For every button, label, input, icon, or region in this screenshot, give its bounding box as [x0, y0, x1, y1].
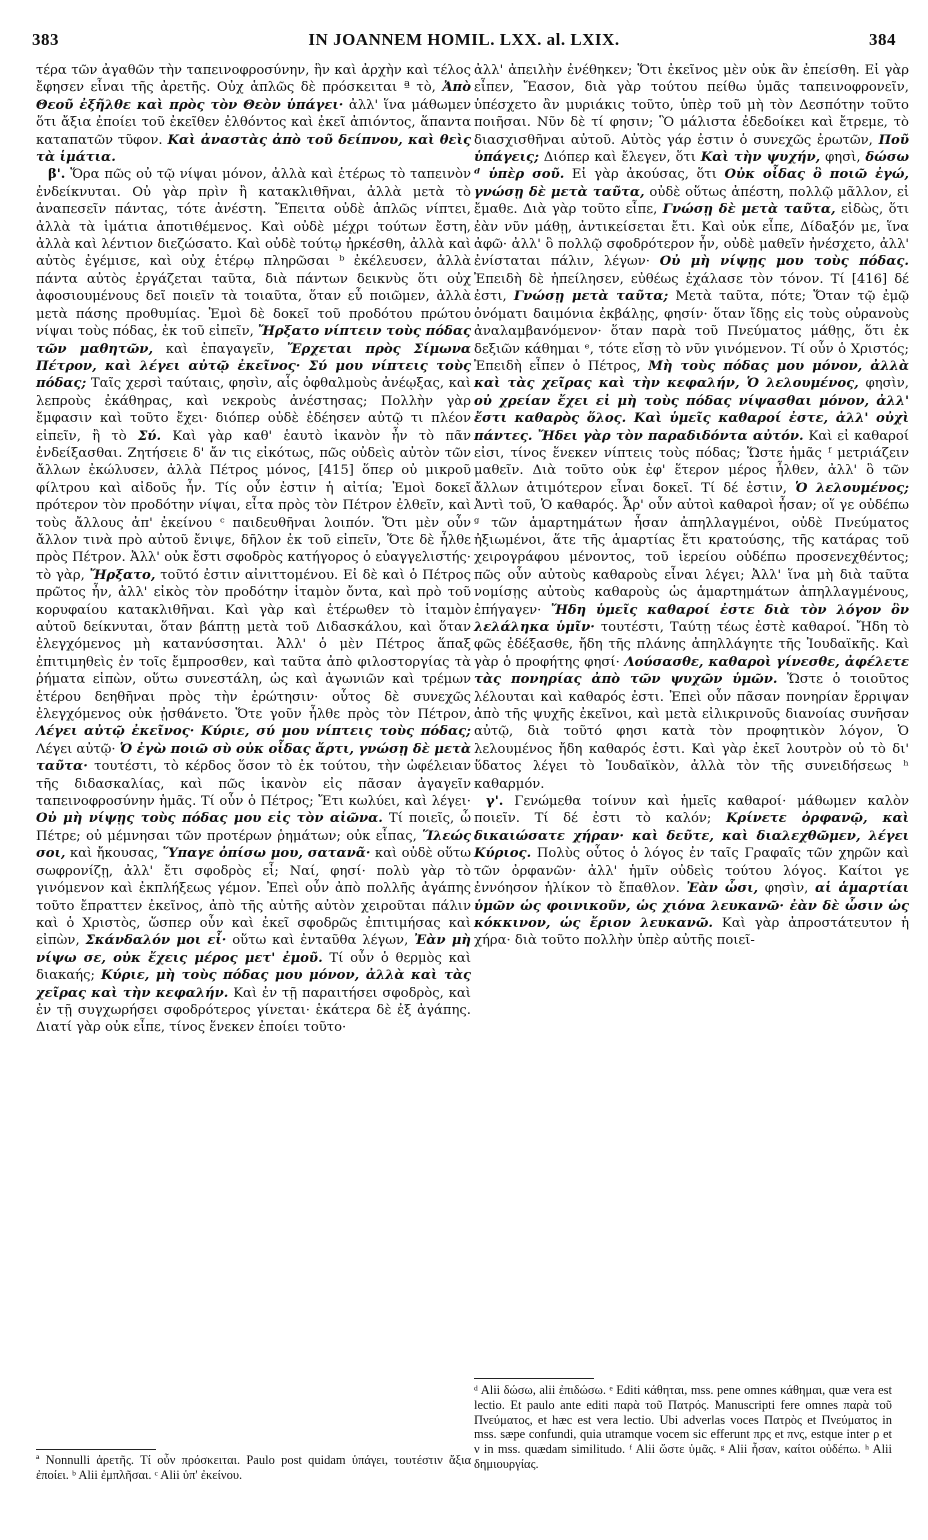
page-number-right: 384 — [869, 30, 896, 49]
text-run: τέρα τῶν ἀγαθῶν τὴν ταπεινοφροσύνην, ἣν καὶ ἀρχὴν καὶ τέλος ἔφησεν εἶναι τῆς ἀρετῆς. Οὐχ ἁπλῶς δὲ πρόσκειται ª τὸ, — [36, 63, 471, 96]
scripture-quote: Ἐὰν μὴ νίψω σε, οὐκ ἔχεις μέρος μετ' ἐμοῦ. — [36, 933, 471, 966]
text-run: τοῦτό ἐστιν αἰνιττομένου. Εἰ δὲ καὶ ὁ Πέτρος πρῶτος ἦν, ἀλλ' εἰκὸς τὸν προδότην ἱταμὸν ὄντα, καὶ πρὸ τοῦ κορυφαίου κατακλιθῆναι. Καὶ γὰρ καὶ ἑτέρωθεν τὸ ἱταμὸν αὐτοῦ δείκνυται, ὅταν βάπτῃ μετὰ τοῦ Διδασκάλου, καὶ ὅταν ἐλεγχόμενος μὴ κατανύσσηται. Ἀλλ' ὁ μὲν Πέτρος ἅπαξ ἐπιτιμηθεὶς ἐν τοῖς ἔμπροσθεν, καὶ ταῦτα ἀπὸ φιλοστοργίας τὰ ῥήματα εἰπὼν, οὕτω συνεστάλη, ὡς καὶ ἀγωνιῶν καὶ τρέμων ἑτέρου δεηθῆναι πρὸς τὴν ἐρώτησιν· οὗτος δὲ συνεχῶς ἐλεγχόμενος οὐκ ᾐσθάνετο. Ὅτε γοῦν ἦλθε πρὸς τὸν Πέτρον, — [36, 567, 471, 723]
scripture-quote: Σκάνδαλόν μοι εἶ· — [85, 933, 227, 949]
text-run: Καὶ γὰρ καθ' ἑαυτὸ ἱκανὸν ἦν τὸ πᾶν ἐνδείξασθαι. Ζητήσειε δ' ἄν τις εἰκότως, πῶς οὐδεὶς αὐτὸν τῶν ἄλλων ἐκώλυσεν, ἀλλὰ Πέτρος μόνος, [415] ὅπερ οὐ μικροῦ φίλτρου καὶ αἰδοῦς ἦν. Τίς οὖν ἐστιν ἡ αἰτία; Ἐμοὶ δοκεῖ πρότερον τὸν προδότην νίψαι, εἶτα πρὸς τὸν Πέτρον ἐλθεῖν, καὶ τοὺς ἄλλους ἀπ' ἐκείνου ᶜ παιδευθῆναι λοιπόν. Ὅτι μὲν οὖν ἄλλον τινὰ πρὸ αὐτοῦ ἔνιψε, δῆλον ἐκ τοῦ εἰπεῖν, Ὅτε δὲ ἦλθε πρὸς Πέτρον. Ἀλλ' οὐκ ἔστι σφοδρὸς κατήγορος ὁ εὐαγγελιστής· τὸ γὰρ, — [36, 428, 472, 583]
scripture-quote: Ποῦ ὑπάγεις; — [474, 132, 909, 166]
scripture-quote: Γνώσῃ δὲ μετὰ ταῦτα, — [662, 202, 836, 218]
text-run: Ταῖς χερσὶ ταύταις, φησὶν, αἷς ὀφθαλμοὺς ἀνέῳξας, καὶ λεπροὺς ἐκάθηρας, καὶ νεκροὺς ἀνέστησας; Πολλὴν γὰρ ἔμφασιν καὶ τοῦτο ἔχει· διόπερ οὐδὲ ἐδέησεν αὐτῷ τι πλέον εἰπεῖν, ἢ τὸ — [36, 376, 471, 444]
scripture-quote: Κρίνετε ὀρφανῷ, καὶ δικαιώσατε χήραν· καὶ δεῦτε, καὶ διαλεχθῶμεν, λέγει Κύριος. — [474, 811, 909, 862]
footnotes-right: ᵈ Alii δώσω, alii ἐπιδώσω. ᵉ Editi κάθηται, mss. pene omnes κάθημαι, quæ vera est lectio. Et paulo ante editi παρὰ τοῦ Πατρός. Manuscripti fere omnes παρὰ τοῦ Πνεύματος, et hæc est vera lectio. Ubi adverlas voces Πατρὸς et Πνεύματος in mss. sæpe confundi, quia utramque vocem sic efferunt πρς et πνς, estque inter ρ et ν in mss. quædam similitudo. ᶠ Alii ὥστε ὑμᾶς. ᵍ Alii ἦσαν, καίτοι οὐδέπω. ʰ Alii δημιουργίας. — [474, 1383, 892, 1471]
scripture-quote: Οὐκ οἶδας ὃ ποιῶ ἐγώ, γνώσῃ δὲ μετὰ ταῦτα, — [474, 167, 909, 200]
scripture-quote: Ἀπὸ Θεοῦ ἐξῆλθε καὶ πρὸς τὸν Θεὸν ὑπάγει· — [36, 80, 471, 113]
text-run: τουτέστι, τὸ κέρδος ὅσον τὸ ἐκ τούτου, τὴν ὠφέλειαν τῆς διδασκαλίας, καὶ πῶς ἱκανὸν εἰς πᾶσαν ἀγαγεῖν ταπεινοφροσύνην ἡμᾶς. Τί οὖν ὁ Πέτρος; Ἔτι κωλύει, καὶ λέγει· — [36, 759, 471, 810]
running-title: IN JOANNEM HOMIL. LXX. al. LXIX. — [308, 30, 620, 49]
scripture-quote: Ἤρξατο νίπτειν τοὺς πόδας τῶν μαθητῶν, — [36, 324, 471, 357]
text-run: εἰδὼς, ὅτι ἐὰν νῦν μάθῃ, ἀντικείσεται ἔτι. Καὶ οὐκ εἶπε, Δίδαξόν με, ἵνα ἀφῶ· ἀλλ' ὃ πολλῷ σφοδρότερον ἦν, οὐδὲ μαθεῖν ἠνέσχετο, ἀλλ' ἐνίσταται πάλιν, λέγων· — [474, 202, 909, 270]
text-run: Καὶ ἐν τῇ παραιτήσει σφοδρὸς, καὶ ἐν τῇ συγχωρήσει σφοδρότερος γίνεται· ἑκάτερα δὲ ἐξ ἀγάπης. Διατί γὰρ οὐκ εἶπε, τίνος ἕνεκεν ἐποίει τοῦτο· — [36, 985, 471, 1036]
text-run: φησὶν, — [758, 881, 815, 897]
section-number: γ'. — [486, 794, 504, 810]
page-number-left: 383 — [32, 30, 59, 49]
footnote-rule-right — [474, 1378, 594, 1379]
text-run: οὕτω καὶ ἐνταῦθα λέγων, — [226, 933, 415, 949]
right-column — [474, 62, 909, 950]
scripture-quote: Ἤρξατο, — [89, 567, 156, 583]
scripture-quote: Οὐ μὴ νίψῃς τοὺς πόδας μου εἰς τὸν αἰῶνα. — [36, 811, 383, 827]
text-run: Ἀντὶ τοῦ, Ὁ καθαρός. Ἆρ' οὖν αὐτοὶ καθαροὶ ἦσαν; οἵ γε οὐδέπω ᵍ τῶν ἁμαρτημάτων ἦσαν ἀπηλλαγμένοι, οὐδὲ Πνεύματος ἠξιωμένοι, ἅτε τῆς ἁμαρτίας ἔτι κρατούσης, τῆς κατάρας τοῦ χειρογράφου μένοντος, τοῦ ἱερείου οὐδέπω προσενεχθέντος; πῶς οὖν αὐτοὺς καθαροὺς εἶναι λέγει; Ἀλλ' ἵνα μὴ διὰ ταῦτα νομίσῃς αὐτοὺς καθαροὺς ὡς ἁμαρτημάτων ἀπηλλαγμένους, ἐπήγαγεν· — [474, 498, 909, 618]
text-run: Ὅρα πῶς οὐ τῷ νίψαι μόνον, ἀλλὰ καὶ ἑτέρως τὸ ταπεινὸν ἐνδείκνυται. Οὐ γὰρ πρὶν ἢ κατακλιθῆναι, ἀλλὰ μετὰ τὸ ἀναπεσεῖν πάντας, τότε ἀνέστη. Ἔπειτα οὐδὲ ἁπλῶς νίπτει, ἀλλὰ τὰ ἱμάτια ἀποτιθέμενος. Καὶ οὐδὲ μέχρι τούτων ἔστη, ἀλλὰ καὶ λέντιον διεζώσατο. Καὶ οὐδὲ τούτῳ ἠρκέσθη, ἀλλὰ καὶ αὐτὸς ἐγέμισε, καὶ οὐχ ἑτέρῳ πληρῶσαι ᵇ ἐκέλευσεν, ἀλλὰ πάντα αὐτὸς ἐργάζεται ταῦτα, διὰ πάντων δεικνὺς ὅτι οὐχ ἀφοσιουμένους δεῖ ποιεῖν τὰ τοιαῦτα, ὅταν εὖ ποιῶμεν, ἀλλὰ μετὰ πάσης προθυμίας. Ἐμοὶ δὲ δοκεῖ τοῦ προδότου πρώτου νίψαι τοὺς πόδας, ἐκ τοῦ εἰπεῖν, — [36, 167, 471, 340]
text-run: καὶ ἐπαγαγεῖν, — [153, 341, 288, 357]
scripture-quote: δώσω ᵈ ὑπὲρ σοῦ. — [474, 150, 910, 183]
left-column — [36, 62, 471, 1037]
text-run: Γενώμεθα τοίνυν καὶ ἡμεῖς καθαροί· μάθωμεν καλὸν ποιεῖν. Τί δέ ἐστι τὸ καλόν; — [474, 794, 909, 827]
text-run: καὶ οὐδὲ οὕτω σωφρονίζῃ, ἀλλ' ἔτι σφοδρὸς εἶ; Ναί, φησί· πολὺ γὰρ τὸ γινόμενον καὶ ἐκπλήξεως γέμον. Ἐπεὶ οὖν ἀπὸ πολλῆς ἀγάπης τοῦτο ἔπραττεν ἐκεῖνος, ἀπὸ τῆς αὐτῆς αὐτὸν χειροῦται πάλιν καὶ ὁ Χριστὸς, ὥσπερ οὖν καὶ ἐκεῖ σφοδρῶς ἐπιτιμήσας καὶ εἰπὼν, — [36, 846, 471, 949]
text-run: Πολὺς οὗτος ὁ λόγος ἐν ταῖς Γραφαῖς τῶν χηρῶν καὶ τῶν ὀρφανῶν· ἀλλ' ἡμῖν οὐδεὶς τούτου λόγος. Καίτοι γε ἐννόησον ἡλίκον τὸ ἔπαθλον. — [474, 846, 909, 897]
text-run: ἀλλ' ἵνα μάθωμεν ὅτι ἄξια ἐποίει τοῦ ἐκεῖθεν ἐλθόντος καὶ ἐκεῖ ἀπιόντος, ἅπαντα καταπατῶν τῦφον. — [36, 97, 471, 148]
scripture-quote: Ἵλεώς σοι, — [36, 828, 471, 862]
text-run: Ἐπειδὴ δὲ ἠπείλησεν, εὐθέως ἐχάλασε τὸν τόνον. Τί [416] δέ ἐστι, — [474, 271, 909, 305]
scripture-quote: Οὐ μὴ νίψῃς μου τοὺς πόδας. — [659, 254, 909, 270]
scripture-quote: Σύ. — [137, 428, 162, 444]
text-run: φησὶ, — [820, 150, 866, 166]
scripture-quote: Καὶ τὴν ψυχήν, — [700, 150, 821, 166]
right-paragraph-2 — [474, 793, 909, 950]
text-run: Καὶ εἰ καθαροί εἰσι, τίνος ἕνεκεν νίπτεις τοὺς πόδας; Ὥστε ἡμᾶς ᶠ μετριάζειν μαθεῖν. Διὰ τοῦτο οὐκ ἐφ' ἕτερον μέρος ἦλθεν, ἀλλ' ὃ τῶν ἄλλων ἀτιμότερον εἶναι δοκεῖ. Τί δέ ἐστιν, — [474, 428, 909, 496]
scripture-quote: Ἔρχεται πρὸς Σίμωνα Πέτρον, καὶ λέγει αὐτῷ ἐκεῖνος· Σύ μου νίπτεις τοὺς πόδας; — [36, 341, 471, 392]
text-run: καὶ ἤκουσας, — [65, 846, 163, 862]
text-run: Λέγει αὐτῷ· — [36, 741, 120, 757]
text-run: Καὶ γὰρ ἀπροστάτευτον ἡ χήρα· διὰ τοῦτο πολλὴν ὑπὲρ αὐτῆς ποιεῖ- — [474, 915, 909, 949]
scripture-quote: Κύριε, μὴ τοὺς πόδας μου μόνον, ἀλλὰ καὶ τὰς χεῖρας καὶ τὴν κεφαλήν. — [36, 968, 471, 1001]
running-header — [32, 30, 896, 56]
footnotes-left: ª Nonnulli ἀρετῆς. Τί οὖν πρόσκειται. Paulo post quidam ὑπάγει, τουτέστιν ἄξια ἐποίει. ᵇ Alii ἐμπλῆσαι. ᶜ Alii ὑπ' ἐκείνου. — [36, 1453, 471, 1482]
text-run: Διόπερ καὶ ἔλεγεν, ὅτι — [538, 150, 701, 166]
text-run: Τί ποιεῖς, ὦ Πέτρε; οὐ μέμνησαι τῶν προτέρων ῥημάτων; οὐκ εἶπας, — [36, 811, 472, 844]
section-number: β'. — [48, 167, 66, 183]
scripture-quote: Ἤδη ὑμεῖς καθαροί ἐστε διὰ τὸν λόγον ὃν λελάληκα ὑμῖν· — [474, 602, 909, 635]
text-run: Ὥστε ὁ τοιοῦτος λέλουται καὶ καθαρός ἐστι. Ἐπεὶ οὖν πᾶσαν πονηρίαν ἔρριψαν ἀπὸ τῆς ψυχῆς ἐκεῖνοι, καὶ μετὰ εἰλικρινοῦς διανοίας συνῆσαν αὐτῷ, διὰ τοῦτό φησι κατὰ τὸν προφητικὸν λόγον, Ὁ λελουμένος ἤδη καθαρός ἐστι. Καὶ γὰρ ἐκεῖ λουτρὸν οὐ τὸ δι' ὕδατος λέγει τὸ Ἰουδαϊκὸν, ἀλλὰ τὸν τῆς συνειδήσεως ʰ καθαρμόν. — [474, 672, 909, 792]
text-run: φησὶν, — [858, 376, 909, 392]
scripture-quote: αἱ ἁμαρτίαι ὑμῶν ὡς φοινικοῦν, ὡς χιόνα λευκανῶ· ἐὰν δὲ ὦσιν ὡς κόκκινον, ὡς ἔριον λευκανῶ. — [474, 881, 910, 931]
scripture-quote: Ὁ λελουμένος; — [795, 480, 909, 496]
scripture-quote: Μὴ τοὺς πόδας μου μόνον, ἀλλὰ καὶ τὰς χεῖρας καὶ τὴν κεφαλήν, Ὁ λελουμένος, — [474, 358, 909, 392]
right-paragraph-1 — [474, 62, 909, 793]
left-paragraph-1 — [36, 62, 471, 166]
scripture-quote: Ὕπαγε ὀπίσω μου, σατανᾶ· — [162, 846, 371, 862]
left-paragraph-2 — [36, 166, 471, 1036]
text-run: τουτέστι, Ταύτῃ τέως ἐστὲ καθαροί. Ἤδη τὸ φῶς ἐδέξασθε, ἤδη τῆς πλάνης ἀπηλλάγητε τῆς Ἰουδαϊκῆς. Καὶ γὰρ ὁ προφήτης φησί· — [474, 620, 909, 670]
scripture-quote: Ὁ ἐγὼ ποιῶ σὺ οὐκ οἶδας ἄρτι, γνώσῃ δὲ μετὰ ταῦτα· — [36, 741, 471, 775]
scripture-quote: Ἐὰν ὦσι, — [686, 881, 759, 897]
text-run: οὐδὲ οὕτως ἀπέστη, πολλῷ μᾶλλον, εἰ ἔμαθε. Διὰ γὰρ τοῦτο εἶπε, — [474, 184, 909, 218]
text-run: Μετὰ ταῦτα, πότε; Ὅταν τῷ ἐμῷ ὀνόματι δαιμόνια ἐκβάλῃς, φησίν· ὅταν ἴδῃς εἰς τοὺς οὐρανοὺς ἀναλαμβανόμενον· ὅταν παρὰ τοῦ Πνεύματος μάθῃς, ὅτι ἐκ δεξιῶν κάθημαι ᵉ, τότε εἴσῃ τὸ νῦν γινόμενον. Τί οὖν ὁ Χριστός; Ἐπειδὴ εἶπεν ὁ Πέτρος, — [474, 289, 909, 374]
text-run: ἀλλ' ἀπειλὴν ἐνέθηκεν; Ὅτι ἐκεῖνος μὲν οὐκ ἂν ἐπείσθη. Εἰ γὰρ εἶπεν, Ἔασον, διὰ γὰρ τούτου πείθω ὑμᾶς ταπεινοφρονεῖν, ὑπέσχετο ἂν μυριάκις τοῦτο, ὑπὲρ τοῦ μὴ τὸν Δεσπότην τοῦτο ποιῆσαι. Νῦν δὲ τί φησιν; Ὃ μάλιστα ἐδεδοίκει καὶ ἔτρεμε, τὸ διασχισθῆναι αὐτοῦ. Αὐτὸς γάρ ἐστιν ὁ συνεχῶς ἐρωτῶν, — [474, 63, 909, 148]
scripture-quote: Γνώσῃ μετὰ ταῦτα; — [513, 289, 669, 305]
scripture-quote: Καὶ ἀναστὰς ἀπὸ τοῦ δείπνου, καὶ θεὶς τὰ ἱμάτια. — [36, 132, 471, 166]
scripture-quote: Λούσασθε, καθαροὶ γίνεσθε, ἀφέλετε τὰς πονηρίας ἀπὸ τῶν ψυχῶν ὑμῶν. — [474, 654, 909, 688]
text-run: Τί οὖν ὁ θερμὸς καὶ διακαής; — [36, 950, 471, 984]
scripture-quote: οὐ χρείαν ἔχει εἰ μὴ τοὺς πόδας νίψασθαι μόνον, ἀλλ' ἔστι καθαρὸς ὅλος. Καὶ ὑμεῖς καθαροί ἐστε, ἀλλ' οὐχὶ πάντες. Ἤδει γὰρ τὸν παραδιδόντα αὐτόν. — [474, 393, 909, 444]
footnote-rule-left — [36, 1449, 156, 1450]
text-run: Εἰ γὰρ ἀκούσας, ὅτι — [564, 167, 725, 183]
scripture-quote: Λέγει αὐτῷ ἐκεῖνος· Κύριε, σύ μου νίπτεις τοὺς πόδας; — [36, 724, 471, 740]
